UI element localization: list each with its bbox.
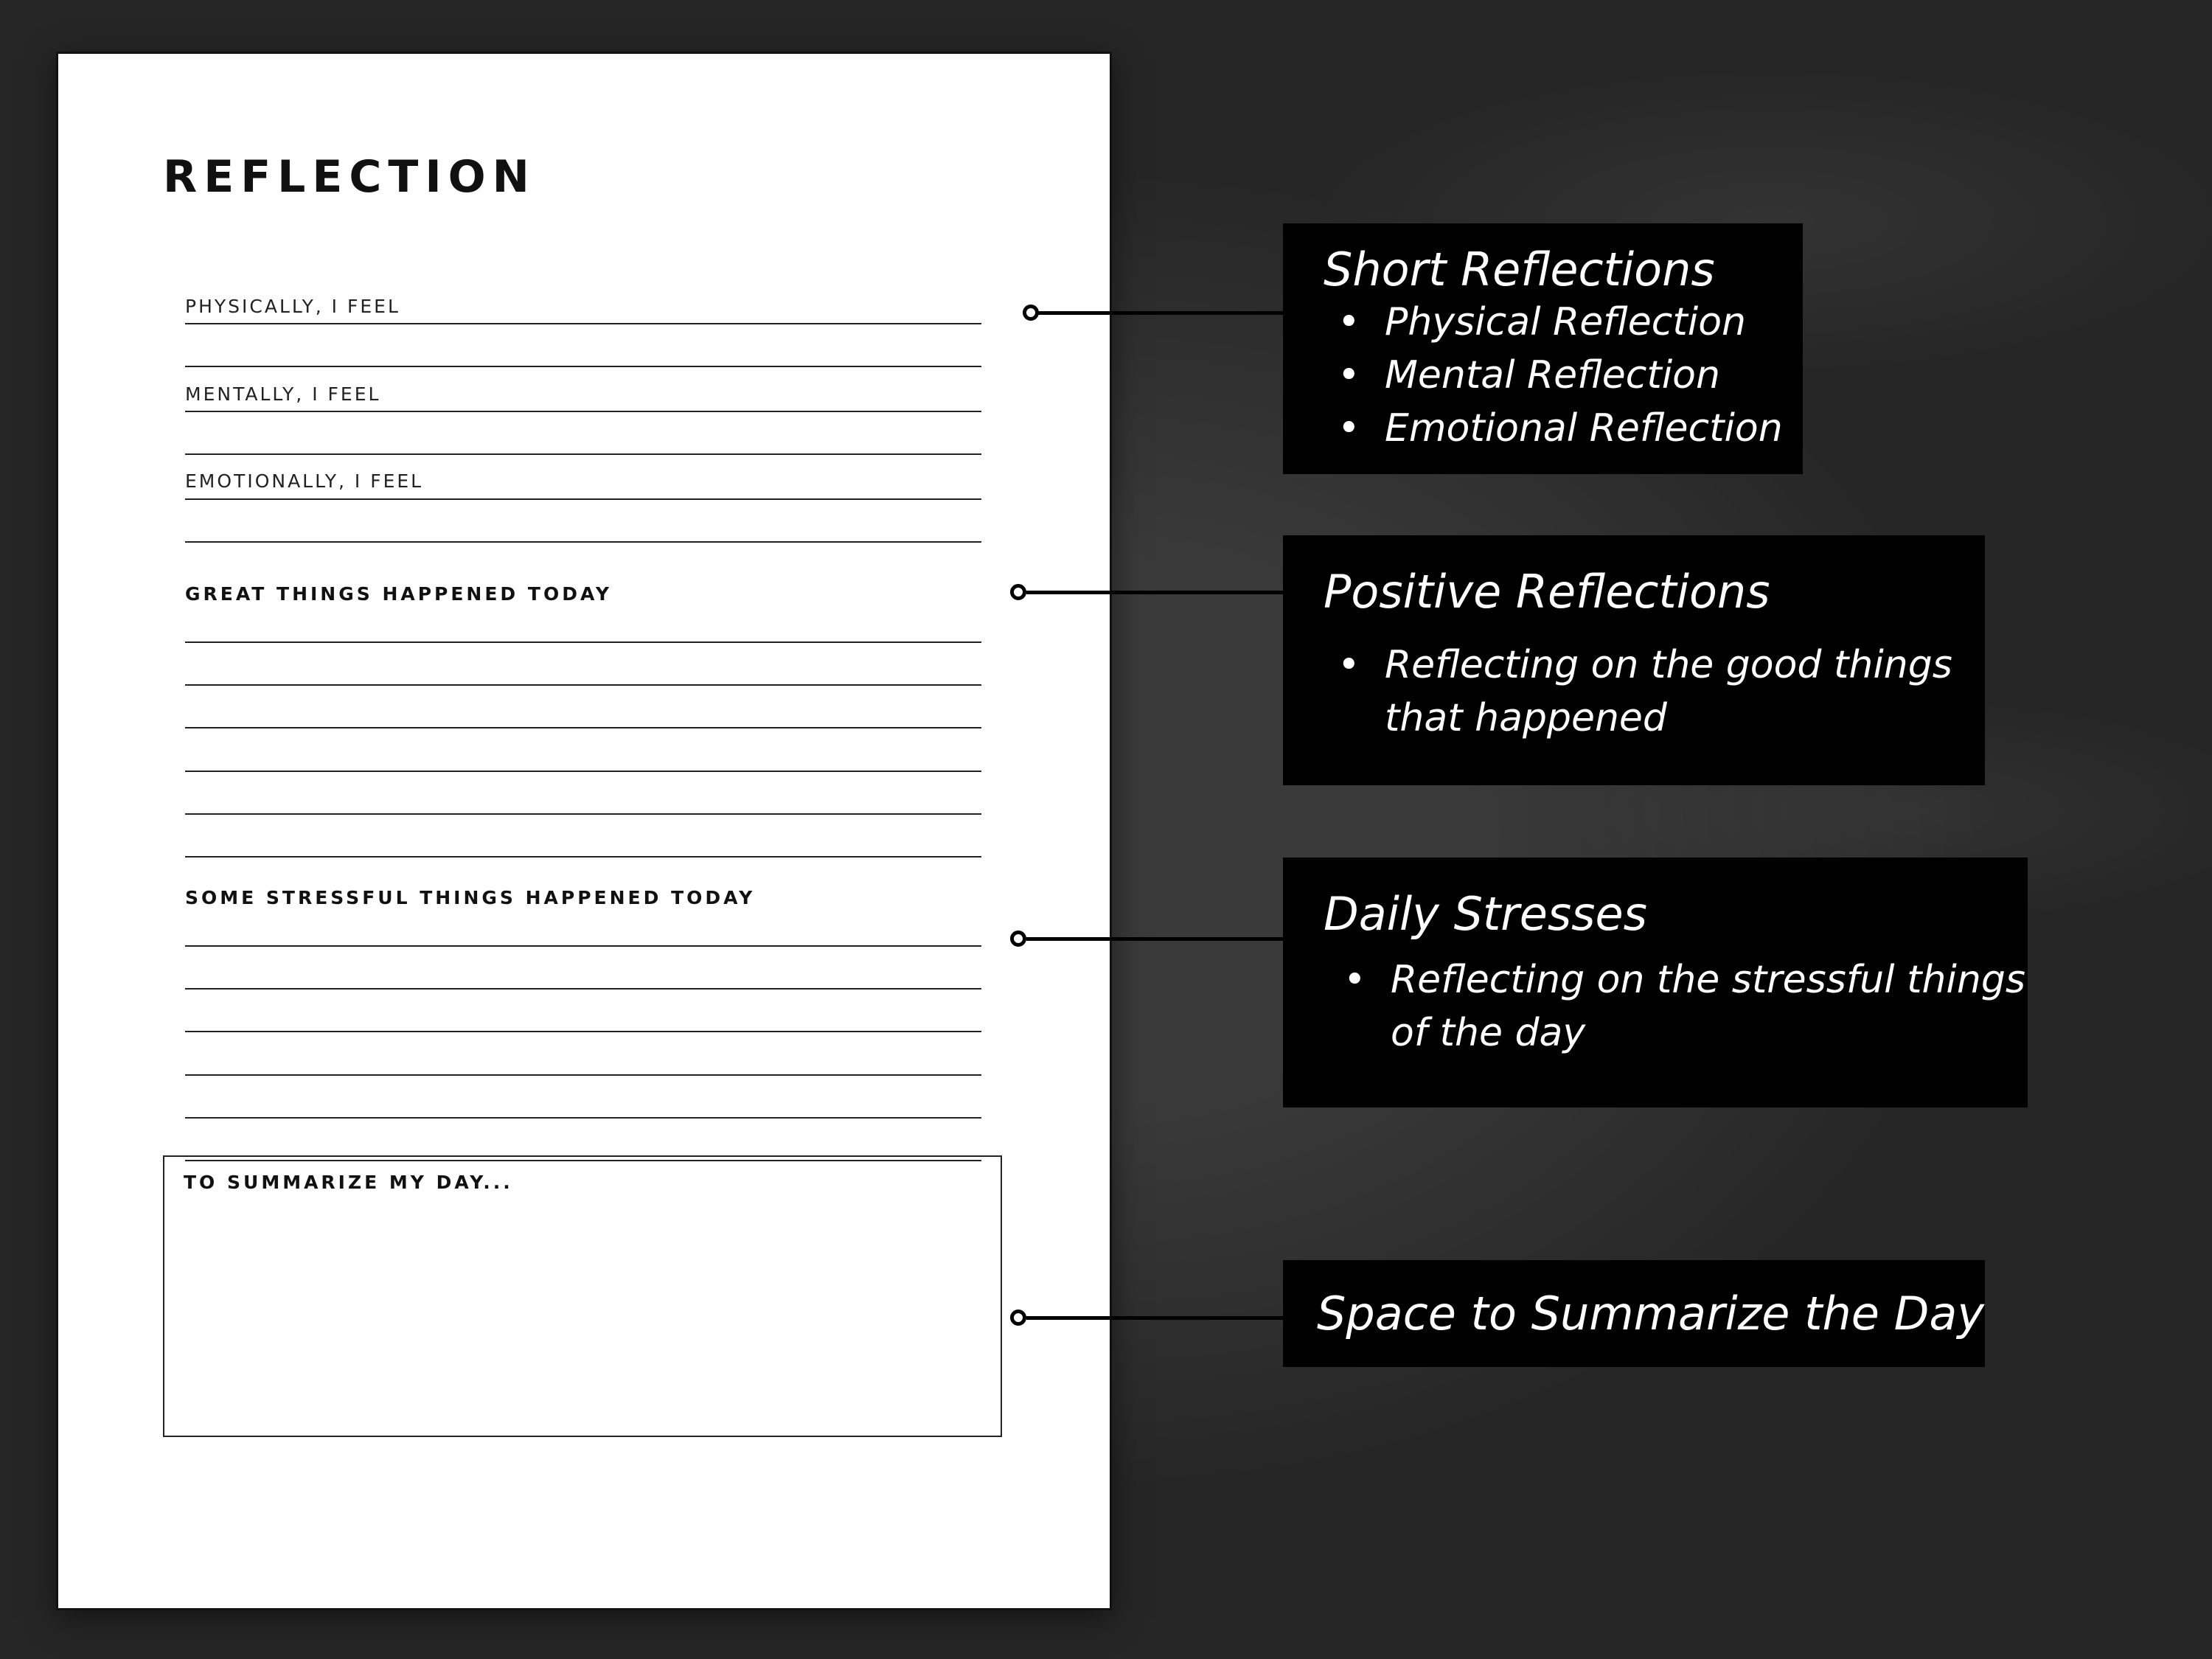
stressful-things-heading: SOME STRESSFUL THINGS HAPPENED TODAY [185, 887, 756, 908]
connector-line-summary [1026, 1316, 1283, 1320]
callout-title: Space to Summarize the Day [1317, 1287, 1985, 1340]
summary-box[interactable] [163, 1155, 1002, 1437]
emotional-line-1[interactable] [185, 498, 981, 500]
callout-positive-reflections [1283, 535, 1985, 785]
callout-summarize-day [1283, 1260, 1985, 1367]
callout-title: Daily Stresses [1324, 887, 1647, 941]
emotional-label: EMOTIONALLY, I FEEL [185, 470, 424, 492]
stressful-things-line[interactable] [185, 1117, 981, 1119]
connector-line-positive [1026, 591, 1283, 594]
callout-bullet: • Reflecting on the good things [1336, 639, 1952, 692]
callout-bullet-list [1336, 296, 1783, 455]
callout-short-reflections [1283, 223, 1803, 474]
stressful-things-line[interactable] [185, 1074, 981, 1076]
physical-label: PHYSICALLY, I FEEL [185, 296, 400, 317]
stressful-things-line[interactable] [185, 945, 981, 947]
reflection-worksheet-page [56, 52, 1112, 1610]
connector-line-short [1038, 311, 1283, 315]
great-things-line[interactable] [185, 856, 981, 858]
callout-title: Positive Reflections [1324, 565, 1770, 619]
mental-label: MENTALLY, I FEEL [185, 383, 381, 405]
callout-title: Short Reflections [1324, 243, 1715, 296]
great-things-line[interactable] [185, 727, 981, 728]
callout-bullet: • Mental Reflection [1336, 349, 1783, 402]
callout-bullet-continuation: of the day [1391, 1011, 1586, 1055]
connector-dot-positive [1010, 584, 1026, 600]
great-things-line[interactable] [185, 684, 981, 686]
emotional-line-2[interactable] [185, 541, 981, 543]
physical-line-1[interactable] [185, 323, 981, 324]
callout-bullet: • Emotional Reflection [1336, 402, 1783, 455]
callout-bullet-list [1336, 639, 1952, 745]
connector-dot-stresses [1010, 931, 1026, 947]
connector-dot-summary [1010, 1310, 1026, 1326]
mental-line-1[interactable] [185, 411, 981, 412]
great-things-heading: GREAT THINGS HAPPENED TODAY [185, 583, 613, 605]
stressful-things-line[interactable] [185, 1031, 981, 1032]
page-title: REFLECTION [163, 151, 536, 203]
callout-bullet-list [1342, 953, 2025, 1060]
great-things-line[interactable] [185, 813, 981, 815]
callout-bullet: • Physical Reflection [1336, 296, 1783, 349]
callout-bullet-continuation: that happened [1385, 696, 1667, 740]
callout-bullet: • Reflecting on the stressful things [1342, 953, 2025, 1006]
great-things-line[interactable] [185, 641, 981, 643]
mental-line-2[interactable] [185, 453, 981, 455]
callout-daily-stresses [1283, 858, 2028, 1107]
summary-label: TO SUMMARIZE MY DAY... [184, 1172, 513, 1193]
physical-line-2[interactable] [185, 366, 981, 367]
connector-dot-short [1023, 305, 1039, 321]
stressful-things-line[interactable] [185, 988, 981, 990]
great-things-line[interactable] [185, 771, 981, 772]
connector-line-stresses [1026, 937, 1283, 941]
